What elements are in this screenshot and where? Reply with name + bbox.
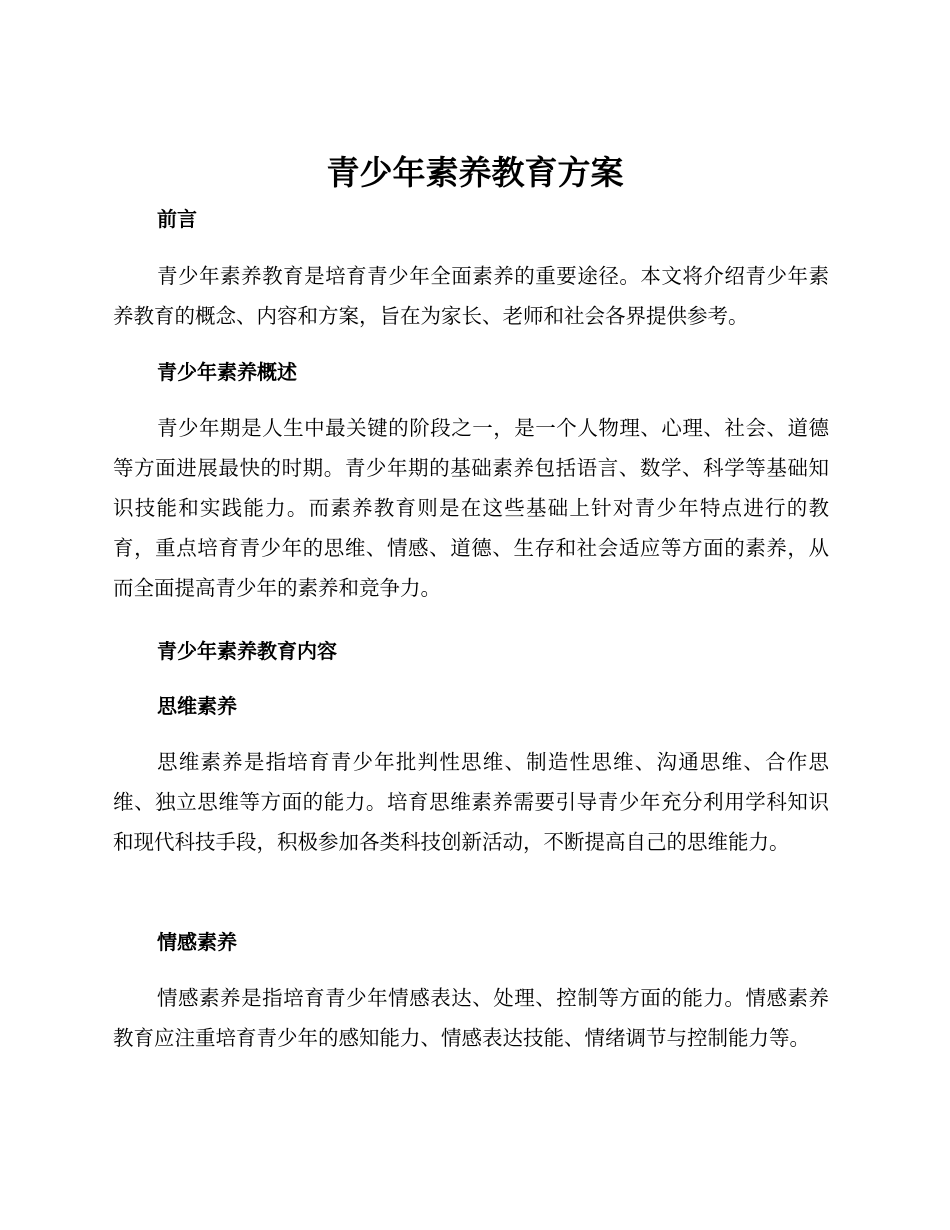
paragraph-thinking: 思维素养是指培育青少年批判性思维、制造性思维、沟通思维、合作思维、独立思维等方面的能力。培育思维素养需要引导青少年充分利用学科知识和现代科技手段，积极参加各类科技创新活动，不断提高自己的思维能力。 (113, 750, 829, 854)
paragraph-overview: 青少年期是人生中最关键的阶段之一，是一个人物理、心理、社会、道德等方面进展最快的时期。青少年期的基础素养包括语言、数学、科学等基础知识技能和实践能力。而素养教育则是在这些基础上针对青少年特点进行的教育，重点培育青少年的思维、情感、道德、生存和社会适应等方面的素养，从而全面提高青少年的素养和竞争力。 (113, 416, 829, 600)
section-heading-thinking: 思维素养 (157, 694, 237, 718)
section-heading-content: 青少年素养教育内容 (157, 639, 337, 663)
paragraph-emotion: 情感素养是指培育青少年情感表达、处理、控制等方面的能力。情感素养教育应注重培育青少年的感知能力、情感表达技能、情绪调节与控制能力等。 (113, 986, 829, 1050)
section-heading-preface: 前言 (157, 207, 197, 231)
section-heading-emotion: 情感素养 (157, 930, 237, 954)
section-heading-overview: 青少年素养概述 (157, 360, 297, 384)
paragraph-preface: 青少年素养教育是培育青少年全面素养的重要途径。本文将介绍青少年素养教育的概念、内容和方案，旨在为家长、老师和社会各界提供参考。 (113, 264, 829, 328)
document-title: 青少年素养教育方案 (326, 153, 624, 192)
